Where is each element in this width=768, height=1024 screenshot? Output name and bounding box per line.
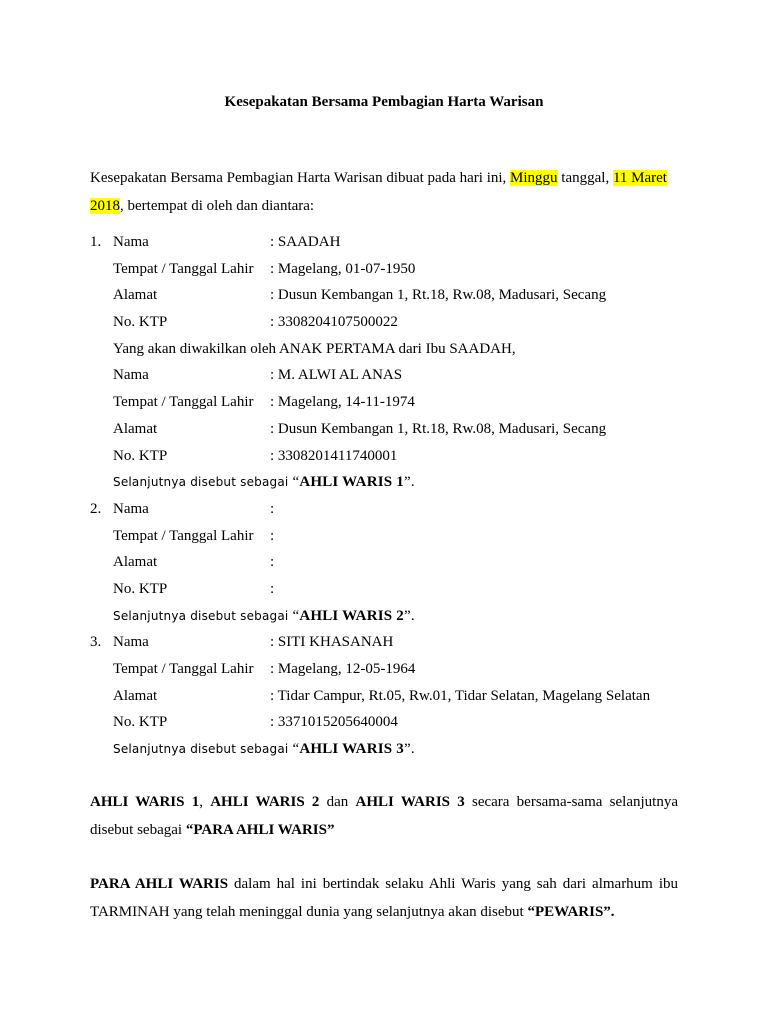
paragraph-text: dalam hal ini bertindak selaku Ahli Waris yang sah dari almarhum ibu <box>228 876 678 892</box>
name-label: Nama <box>113 634 149 651</box>
pewaris-paragraph <box>90 870 678 926</box>
rep-address-row <box>90 416 690 443</box>
birth-value: : Magelang, 01-07-1950 <box>270 260 416 277</box>
address-label: Alamat <box>113 420 158 437</box>
ktp-label: No. KTP <box>113 447 168 464</box>
term-para-ahli-waris: PARA AHLI WARIS <box>90 876 229 892</box>
address-label: Alamat <box>113 687 158 704</box>
party-3-name-row <box>90 629 690 656</box>
party-number: 1. <box>90 234 102 250</box>
name-value: : M. ALWI AL ANAS <box>270 367 403 384</box>
party-3-ttl-row <box>90 656 690 683</box>
representative-note: Yang akan diwakilkan oleh ANAK PERTAMA dari Ibu SAADAH, <box>113 340 516 357</box>
rep-name-row <box>90 362 690 389</box>
party-3-ktp-row <box>90 709 690 736</box>
party-3-designation <box>90 736 690 763</box>
term-aw3: AHLI WARIS 3 <box>355 794 465 810</box>
designation-line <box>113 603 415 630</box>
party-2-ktp-row <box>90 576 690 603</box>
close-quote: ”. <box>403 741 415 758</box>
designation-term: AHLI WARIS 1 <box>299 474 404 491</box>
para-ahli-waris-paragraph <box>90 788 678 844</box>
party-number: 2. <box>90 500 102 517</box>
term-aw2: AHLI WARIS 2 <box>210 794 320 810</box>
party-3-address-row <box>90 683 690 710</box>
party-2-ttl-row <box>90 523 690 550</box>
name-label: Nama <box>113 234 149 250</box>
paragraph-line-2 <box>90 898 678 926</box>
close-quote: ”. <box>403 474 415 491</box>
address-label: Alamat <box>113 554 158 571</box>
term-para-ahli-waris: “PARA AHLI WARIS” <box>185 822 335 838</box>
party-1-ttl-row <box>90 256 690 283</box>
intro-text: Kesepakatan Bersama Pembagian Harta Warisan dibuat pada hari ini, <box>90 170 511 186</box>
address-value: : Dusun Kembangan 1, Rt.18, Rw.08, Madusari, Secang <box>270 287 607 304</box>
paragraph-text: TARMINAH yang telah meninggal dunia yang selanjutnya akan disebut <box>90 904 528 920</box>
ktp-value: : <box>270 580 275 597</box>
paragraph-line-1 <box>90 788 678 816</box>
party-1-ktp-row <box>90 309 690 336</box>
paragraph-text: disebut sebagai <box>90 822 186 838</box>
close-quote: ”. <box>403 607 415 624</box>
open-quote: “ <box>292 607 300 624</box>
term-pewaris: “PEWARIS”. <box>527 904 615 920</box>
birth-label: Tempat / Tanggal Lahir <box>113 527 254 544</box>
document-title: Kesepakatan Bersama Pembagian Harta Warisan <box>224 94 544 110</box>
intro-text-end: , bertempat di oleh dan diantara: <box>120 198 315 214</box>
designation-term: AHLI WARIS 2 <box>299 607 404 624</box>
designation-prefix: Selanjutnya disebut sebagai <box>113 742 293 757</box>
party-1-name-row <box>90 229 690 256</box>
party-2-address-row <box>90 549 690 576</box>
highlighted-day: Minggu <box>510 170 558 186</box>
rep-ttl-row <box>90 389 690 416</box>
term-aw1: AHLI WARIS 1 <box>90 794 200 810</box>
intro-paragraph <box>90 164 678 220</box>
intro-text-between: tanggal, <box>557 170 613 186</box>
ktp-label: No. KTP <box>113 714 168 731</box>
party-1-representative-note <box>90 336 690 363</box>
name-label: Nama <box>113 367 149 384</box>
name-value: : SITI KHASANAH <box>270 634 394 651</box>
party-2-name-row <box>90 496 690 523</box>
rep-ktp-row <box>90 443 690 470</box>
name-value: : <box>270 500 275 517</box>
designation-line <box>113 736 415 763</box>
paragraph-line-1 <box>90 870 678 898</box>
ktp-value: : 3371015205640004 <box>270 714 398 731</box>
address-value: : <box>270 554 275 571</box>
party-list <box>90 229 690 763</box>
address-label: Alamat <box>113 287 158 304</box>
open-quote: “ <box>292 741 300 758</box>
ktp-label: No. KTP <box>113 580 168 597</box>
paragraph-text: secara bersama-sama selanjutnya <box>464 794 678 810</box>
designation-prefix: Selanjutnya disebut sebagai <box>113 608 293 623</box>
birth-value: : Magelang, 12-05-1964 <box>270 661 416 677</box>
ktp-label: No. KTP <box>113 314 168 331</box>
designation-prefix: Selanjutnya disebut sebagai <box>113 475 293 490</box>
name-label: Nama <box>113 500 149 517</box>
birth-value: : Magelang, 14-11-1974 <box>270 394 415 411</box>
birth-label: Tempat / Tanggal Lahir <box>113 260 254 277</box>
separator: , <box>199 794 211 810</box>
party-2-designation <box>90 603 690 630</box>
ktp-value: : 3308204107500022 <box>270 314 398 331</box>
address-value: : Tidar Campur, Rt.05, Rw.01, Tidar Selatan, Magelang Selatan <box>270 687 651 704</box>
paragraph-line-2 <box>90 816 678 844</box>
party-number: 3. <box>90 634 102 651</box>
address-value: : Dusun Kembangan 1, Rt.18, Rw.08, Madusari, Secang <box>270 420 607 437</box>
party-1-address-row <box>90 282 690 309</box>
designation-line <box>113 469 415 496</box>
name-value: : SAADAH <box>270 234 341 250</box>
ktp-value: : 3308201411740001 <box>270 447 398 464</box>
highlighted-date: 11 Maret <box>612 170 667 186</box>
birth-value: : <box>270 527 275 544</box>
designation-term: AHLI WARIS 3 <box>299 741 404 758</box>
party-1-designation <box>90 469 690 496</box>
highlighted-year: 2018 <box>90 198 120 214</box>
conjunction: dan <box>319 794 356 810</box>
open-quote: “ <box>292 474 300 491</box>
birth-label: Tempat / Tanggal Lahir <box>113 661 254 677</box>
birth-label: Tempat / Tanggal Lahir <box>113 394 254 411</box>
